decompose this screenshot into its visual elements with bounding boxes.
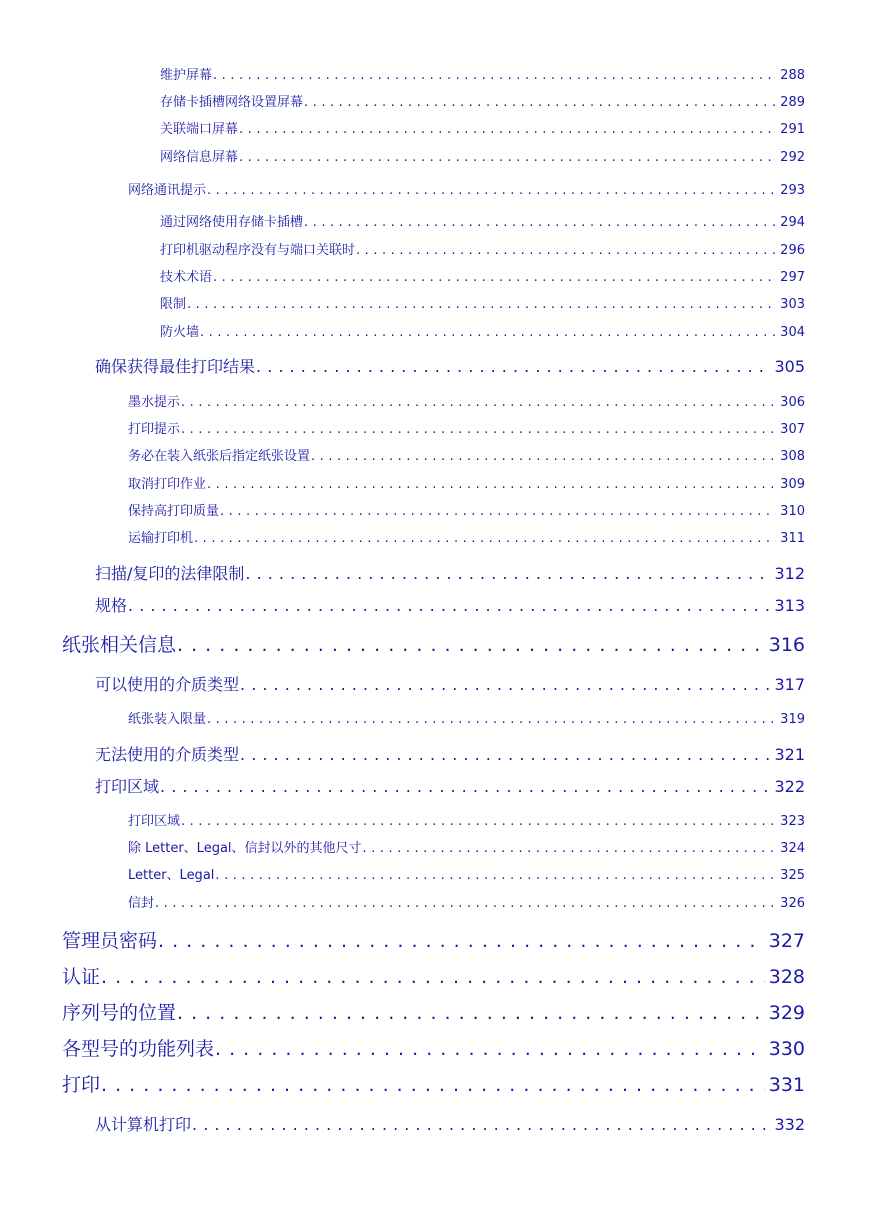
toc-entry[interactable] <box>62 1070 805 1097</box>
toc-entry[interactable] <box>128 473 805 492</box>
toc-entry-page: 326 <box>780 896 805 911</box>
toc-entry[interactable] <box>95 1112 805 1135</box>
toc-entry[interactable] <box>160 293 805 312</box>
toc-entry-title: 信封 <box>128 896 155 911</box>
toc-entry-title: 务必在装入纸张后指定纸张设置 <box>128 449 311 464</box>
toc-entry[interactable] <box>128 500 805 519</box>
dot-leader <box>181 395 776 410</box>
toc-entry[interactable] <box>62 998 805 1025</box>
dot-leader <box>181 422 776 437</box>
toc-entry-title: 可以使用的介质类型 <box>95 675 240 694</box>
dot-leader <box>101 966 765 988</box>
toc-entry[interactable] <box>95 774 805 797</box>
dot-leader <box>240 745 770 764</box>
toc-entry-page: 292 <box>780 150 805 165</box>
toc-entry-title: 打印区域 <box>128 814 181 829</box>
toc-entry-title: 管理员密码 <box>62 930 158 952</box>
dot-leader <box>192 1115 770 1134</box>
toc-entry-page: 327 <box>768 930 805 952</box>
dot-leader <box>207 712 776 727</box>
dot-leader <box>304 215 776 230</box>
dot-leader <box>181 814 776 829</box>
toc-entry[interactable] <box>95 672 805 695</box>
toc-entry-page: 310 <box>780 504 805 519</box>
dot-leader <box>245 564 770 583</box>
toc-entry-page: 303 <box>780 297 805 312</box>
toc-entry-title: 各型号的功能列表 <box>62 1038 215 1060</box>
toc-entry[interactable] <box>95 593 805 616</box>
toc-entry-page: 308 <box>780 449 805 464</box>
toc-entry-page: 296 <box>780 243 805 258</box>
toc-entry-page: 311 <box>780 531 805 546</box>
toc-entry[interactable] <box>62 926 805 953</box>
toc-entry-page: 313 <box>774 596 805 615</box>
toc-entry-title: 认证 <box>62 966 101 988</box>
toc-entry-page: 332 <box>774 1115 805 1134</box>
toc-entry-page: 322 <box>774 777 805 796</box>
toc-entry-title: 扫描/复印的法律限制 <box>95 564 245 583</box>
dot-leader <box>311 449 776 464</box>
toc-entry-title: 序列号的位置 <box>62 1002 177 1024</box>
toc-entry-title: 无法使用的介质类型 <box>95 745 240 764</box>
dot-leader <box>356 243 776 258</box>
dot-leader <box>207 183 776 198</box>
toc-entry[interactable] <box>128 179 805 198</box>
toc-entry-title: 网络通讯提示 <box>128 183 207 198</box>
toc-entry-title: 纸张相关信息 <box>62 634 177 656</box>
toc-entry[interactable] <box>128 527 805 546</box>
toc-entry[interactable] <box>160 64 805 83</box>
toc-entry-title: Letter、Legal <box>128 868 215 883</box>
toc-entry-title: 除 Letter、Legal、信封以外的其他尺寸 <box>128 841 362 856</box>
toc-entry-title: 取消打印作业 <box>128 477 207 492</box>
toc-entry-title: 从计算机打印 <box>95 1115 192 1134</box>
toc-entry-title: 网络信息屏幕 <box>160 150 239 165</box>
toc-entry[interactable] <box>128 418 805 437</box>
toc-entry-title: 技术术语 <box>160 270 213 285</box>
toc-entry[interactable] <box>95 354 805 377</box>
toc-entry-page: 307 <box>780 422 805 437</box>
toc-entry-page: 319 <box>780 712 805 727</box>
toc-entry-page: 329 <box>768 1002 805 1024</box>
dot-leader <box>177 1002 765 1024</box>
toc-entry-title: 维护屏幕 <box>160 68 213 83</box>
dot-leader <box>200 325 776 340</box>
toc-entry-page: 294 <box>780 215 805 230</box>
toc-entry-page: 330 <box>768 1038 805 1060</box>
toc-entry-title: 规格 <box>95 596 128 615</box>
toc-entry[interactable] <box>160 321 805 340</box>
toc-entry[interactable] <box>62 1034 805 1061</box>
toc-entry[interactable] <box>128 837 805 856</box>
toc-entry-page: 305 <box>774 357 805 376</box>
toc-entry-title: 限制 <box>160 297 187 312</box>
toc-entry[interactable] <box>160 146 805 165</box>
dot-leader <box>207 477 776 492</box>
toc-entry-page: 331 <box>768 1074 805 1096</box>
dot-leader <box>215 1038 765 1060</box>
toc-entry-title: 打印区域 <box>95 777 160 796</box>
dot-leader <box>363 841 777 856</box>
toc-entry[interactable] <box>95 561 805 584</box>
toc-entry-page: 328 <box>768 966 805 988</box>
toc-entry-title: 通过网络使用存储卡插槽 <box>160 215 304 230</box>
toc-entry[interactable] <box>62 962 805 989</box>
toc-entry-page: 312 <box>774 564 805 583</box>
dot-leader <box>160 777 770 796</box>
dot-leader <box>158 930 765 952</box>
toc-entry-page: 291 <box>780 122 805 137</box>
toc-entry[interactable] <box>128 810 805 829</box>
toc-entry[interactable] <box>62 630 805 657</box>
toc-entry[interactable] <box>128 892 805 911</box>
toc-entry-page: 304 <box>780 325 805 340</box>
toc-entry-page: 321 <box>774 745 805 764</box>
toc-entry-page: 317 <box>774 675 805 694</box>
dot-leader <box>101 1074 765 1096</box>
toc-entry-page: 325 <box>780 868 805 883</box>
dot-leader <box>240 675 770 694</box>
toc-entry-page: 309 <box>780 477 805 492</box>
toc-entry[interactable] <box>128 864 805 883</box>
dot-leader <box>213 68 776 83</box>
toc-entry[interactable] <box>128 708 805 727</box>
toc-entry-title: 确保获得最佳打印结果 <box>95 357 256 376</box>
dot-leader <box>215 868 776 883</box>
toc-entry[interactable] <box>95 742 805 765</box>
toc-entry-page: 293 <box>780 183 805 198</box>
dot-leader <box>213 270 776 285</box>
toc-entry-page: 324 <box>780 841 805 856</box>
dot-leader <box>128 596 770 615</box>
toc-entry[interactable] <box>160 211 805 230</box>
toc-entry-page: 306 <box>780 395 805 410</box>
toc-entry-page: 289 <box>780 95 805 110</box>
toc-entry-title: 打印提示 <box>128 422 181 437</box>
toc-entry-title: 保持高打印质量 <box>128 504 220 519</box>
dot-leader <box>239 150 776 165</box>
toc-entry[interactable] <box>128 445 805 464</box>
toc-entry-title: 存储卡插槽网络设置屏幕 <box>160 95 304 110</box>
toc-entry-title: 运输打印机 <box>128 531 194 546</box>
toc-entry[interactable] <box>160 91 805 110</box>
toc-entry[interactable] <box>160 239 805 258</box>
dot-leader <box>187 297 776 312</box>
toc-entry-title: 墨水提示 <box>128 395 181 410</box>
toc-entry-page: 316 <box>768 634 805 656</box>
toc-entry-page: 288 <box>780 68 805 83</box>
dot-leader <box>239 122 776 137</box>
toc-entry-title: 防火墙 <box>160 325 200 340</box>
dot-leader <box>177 634 765 656</box>
toc-entry[interactable] <box>160 118 805 137</box>
dot-leader <box>155 896 776 911</box>
toc-entry-title: 打印机驱动程序没有与端口关联时 <box>160 243 356 258</box>
toc-entry[interactable] <box>160 266 805 285</box>
dot-leader <box>194 531 776 546</box>
dot-leader <box>256 357 770 376</box>
toc-entry-title: 关联端口屏幕 <box>160 122 239 137</box>
toc-entry-title: 打印 <box>62 1074 101 1096</box>
dot-leader <box>304 95 776 110</box>
dot-leader <box>220 504 776 519</box>
toc-entry[interactable] <box>128 391 805 410</box>
toc-entry-page: 297 <box>780 270 805 285</box>
toc-entry-page: 323 <box>780 814 805 829</box>
toc-entry-title: 纸张装入限量 <box>128 712 207 727</box>
